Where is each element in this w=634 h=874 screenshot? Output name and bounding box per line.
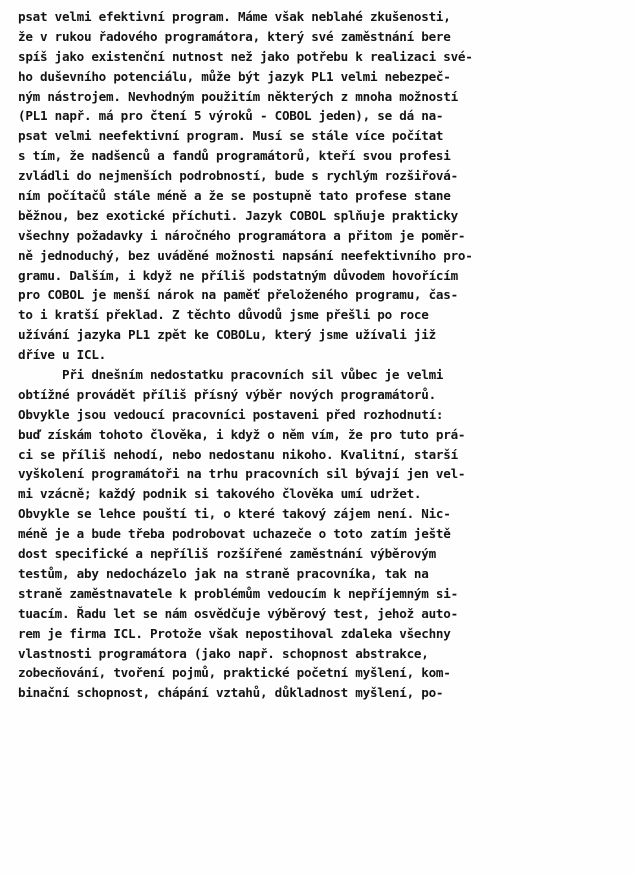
text-line: psat velmi efektivní program. Máme však neblahé zkušenosti, [18, 9, 451, 24]
text-line: rem je firma ICL. Protože však nepostihoval zdaleka všechny [18, 625, 451, 641]
text-line: ci se příliš nehodí, nebo nedostanu nikoho. Kvalitní, starší [18, 446, 458, 462]
text-line: to i kratší překlad. Z těchto důvodů jsme přešli po roce [18, 307, 429, 323]
text-line: dost specifické a nepříliš rozšířené zaměstnání výběrovým [18, 546, 436, 562]
page-body-text [18, 7, 630, 703]
text-line: spíš jako existenční nutnost než jako potřebu k realizaci své- [18, 48, 473, 64]
text-line: binační schopnost, chápání vztahů, důkladnost myšlení, po- [18, 685, 444, 701]
text-line: pro COBOL je menší nárok na paměť přeloženého programu, čas- [18, 287, 458, 303]
text-line: mi vzácně; každý podnik si takového člověka umí udržet. [18, 486, 422, 502]
text-line: všechny požadavky i náročného programátora a přitom je poměr- [18, 227, 466, 243]
text-line: že v rukou řadového programátora, který své zaměstnání bere [18, 28, 451, 44]
text-line: běžnou, bez exotické příchuti. Jazyk COBOL splňuje prakticky [18, 207, 458, 223]
text-line: ním počítačů stále méně a že se postupně tato profese stane [18, 188, 451, 204]
text-line: obtížné provádět příliš přísný výběr nových programátorů. [18, 386, 436, 402]
text-line: (PL1 např. má pro čtení 5 výroků - COBOL jeden), se dá na- [18, 108, 444, 124]
text-line: zvládli do nejmenších podrobností, bude s rychlým rozšiřová- [18, 168, 458, 184]
text-line: dříve u ICL. [18, 347, 106, 363]
text-line: gramu. Dalším, i když ne příliš podstatným důvodem hovořícím [18, 267, 458, 283]
text-line: buď získám tohoto člověka, i když o něm vím, že pro tuto prá- [18, 426, 466, 442]
text-line: Obvykle se lehce pouští ti, o které takový zájem není. Nic- [18, 506, 451, 522]
text-line: Obvykle jsou vedoucí pracovníci postaveni před rozhodnutí: [18, 406, 444, 422]
text-line: vlastnosti programátora (jako např. schopnost abstrakce, [18, 645, 429, 661]
text-line: ho duševního potenciálu, může být jazyk PL1 velmi nebezpeč- [18, 68, 451, 84]
text-line: s tím, že nadšenců a fandů programátorů, kteří svou profesi [18, 148, 451, 164]
text-line: testům, aby nedocházelo jak na straně pracovníka, tak na [18, 565, 429, 581]
text-line: ným nástrojem. Nevhodným použitím některých z mnoha možností [18, 88, 458, 104]
text-line: tuacím. Řadu let se nám osvědčuje výběrový test, jehož auto- [18, 605, 458, 621]
text-line: užívání jazyka PL1 zpět ke COBOLu, který jsme užívali již [18, 327, 436, 343]
text-line: vyškolení programátoři na trhu pracovních sil bývají jen vel- [18, 466, 466, 482]
text-line: méně je a bude třeba podrobovat uchazeče o toto zatím ještě [18, 526, 451, 542]
text-line: straně zaměstnavatele k problémům vedoucím k nepříjemným si- [18, 585, 458, 601]
text-line: psat velmi neefektivní program. Musí se stále více počítat [18, 128, 444, 144]
paragraph-start-line: Při dnešním nedostatku pracovních sil vůbec je velmi [18, 367, 444, 383]
text-line: zobecňování, tvoření pojmů, praktické početní myšlení, kom- [18, 665, 451, 681]
text-line: ně jednoduchý, bez uváděné možnosti napsání neefektivního pro- [18, 247, 473, 263]
